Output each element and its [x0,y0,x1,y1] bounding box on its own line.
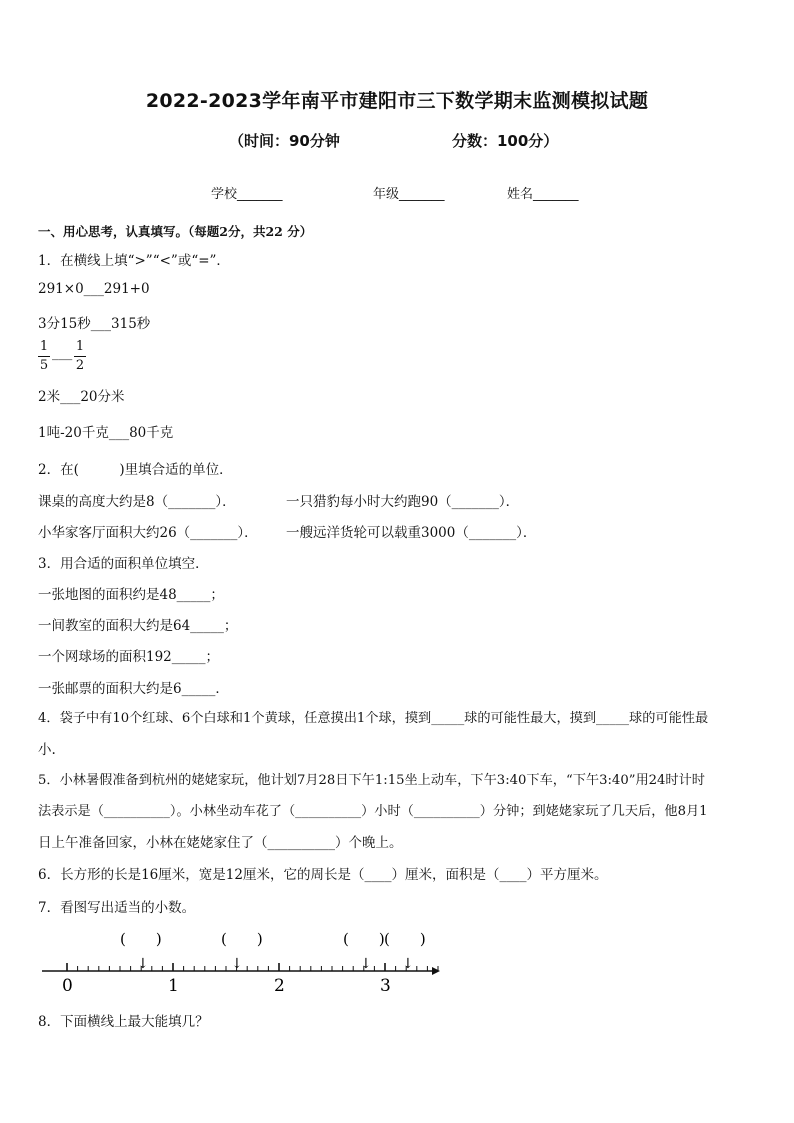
arrow-down-icon: ↓ [137,956,149,972]
numerator: 1 [75,339,85,354]
fraction-bar [74,356,86,357]
q5-line3: 日上午准备回家，小林在姥姥家住了（__________）个晚上。 [38,835,403,851]
grade-field: 年级_______ [373,187,445,202]
answer-paren-4: ( ) [384,930,426,948]
page-title: 2022-2023学年南平市建阳市三下数学期末监测模拟试题 [145,90,649,112]
school-field: 学校_______ [211,187,283,202]
q2-item-c: 小华家客厅面积大约26（_______）． [38,525,258,541]
q5-line1: 5．小林暑假准备到杭州的姥姥家玩，他计划7月28日下午1:15坐上动车，下午3:40下车，“下午3:40”用24时计时 [38,773,705,788]
q1-item-a: 291×0___291+0 [38,281,150,297]
answer-paren-2: ( ) [221,930,263,948]
q2-prompt: 2．在( )里填合适的单位． [38,462,233,478]
tick-label-3: 3 [380,976,391,995]
number-line-figure [0,925,794,995]
q4-line1: 4．袋子中有10个红球、6个白球和1个黄球，任意摸出1个球，摸到_____球的可能性最大，摸到_____球的可能性最 [38,711,709,726]
name-field: 姓名_______ [507,187,579,202]
q2-item-d: 一艘远洋货轮可以载重3000（_______）． [286,525,537,541]
tick-label-1: 1 [168,976,179,995]
q3-prompt: 3．用合适的面积单位填空． [38,556,209,572]
denominator: 5 [39,358,49,373]
q4-line2: 小. [38,742,56,758]
section-heading: 一、用心思考，认真填写。（每题2分，共22 分） [38,224,313,239]
numerator: 1 [39,339,49,354]
q1-item-d: 2米___20分米 [38,389,125,405]
q7-prompt: 7．看图写出适当的小数。 [38,900,196,916]
q8-text: 8．下面横线上最大能填几？ [38,1014,209,1030]
arrow-down-icon: ↓ [231,956,243,972]
q3-item-a: 一张地图的面积约是48_____； [38,587,224,603]
fraction-left [38,339,50,374]
axis-ticks [67,963,438,971]
q3-item-c: 一个网球场的面积192_____； [38,649,220,665]
q3-item-d: 一张邮票的面积大约是6_____． [38,681,229,697]
arrow-down-icon: ↓ [402,956,414,972]
fraction-bar [38,356,50,357]
exam-time: （时间：90分钟 [229,132,340,150]
q2-item-b: 一只猎豹每小时大约跑90（_______）． [286,494,520,510]
axis-arrowhead [432,967,440,975]
q6-text: 6．长方形的长是16厘米，宽是12厘米，它的周长是（____）厘米，面积是（____）平方厘米。 [38,867,608,883]
q1-prompt: 1．在横线上填“>”“<”或“=”． [38,253,230,269]
q5-line2: 法表示是（__________）。小林坐动车花了（__________）小时（__________）分钟；到姥姥家玩了几天后，他8月1 [38,804,708,819]
tick-label-0: 0 [62,976,73,995]
q1-item-e: 1吨-20千克___80千克 [38,425,174,441]
q1-item-b: 3分15秒___315秒 [38,316,151,332]
denominator: 2 [75,358,85,373]
q3-item-b: 一间教室的面积大约是64_____； [38,618,238,634]
arrow-down-icon: ↓ [360,956,372,972]
answer-paren-3: ( ) [343,930,385,948]
exam-score: 分数：100分） [452,132,559,150]
answer-paren-1: ( ) [120,930,162,948]
compare-blank: ___ [52,345,73,361]
fraction-right [74,339,86,374]
tick-label-2: 2 [274,976,285,995]
q2-item-a: 课桌的高度大约是8（_______）． [38,494,236,510]
